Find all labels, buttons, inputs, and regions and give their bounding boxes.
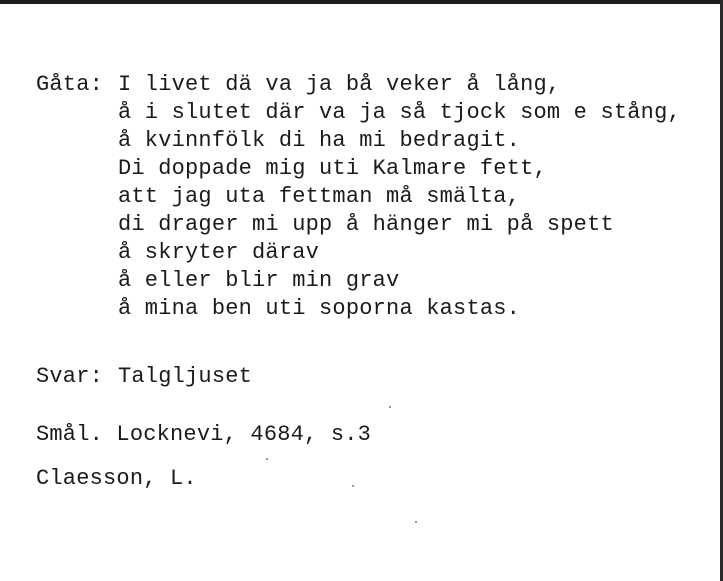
answer-value: Talgljuset [118, 364, 253, 389]
paper-speck [266, 458, 268, 460]
riddle-line-9: å mina ben uti soporna kastas. [118, 296, 521, 321]
paper-speck [352, 485, 354, 487]
riddle-line-6: di drager mi upp å hänger mi på spett [118, 212, 614, 237]
riddle-line-5: att jag uta fettman må smälta, [118, 184, 521, 209]
riddle-line-8: å eller blir min grav [118, 268, 400, 293]
riddle-line-7: å skryter därav [118, 240, 320, 265]
riddle-label: Gåta: [36, 72, 104, 97]
answer-label: Svar: [36, 364, 104, 389]
paper-speck [389, 406, 391, 408]
riddle-line-1: I livet dä va ja bå veker å lång, [118, 72, 561, 97]
record-collector: Claesson, L. [36, 466, 197, 491]
riddle-line-4: Di doppade mig uti Kalmare fett, [118, 156, 547, 181]
riddle-line-3: å kvinnfölk di ha mi bedragit. [118, 128, 521, 153]
riddle-line-2: å i slutet där va ja så tjock som e stång, [118, 100, 681, 125]
record-reference: Smål. Locknevi, 4684, s.3 [36, 422, 372, 447]
paper-speck [415, 521, 417, 523]
card-top-edge [0, 0, 723, 4]
